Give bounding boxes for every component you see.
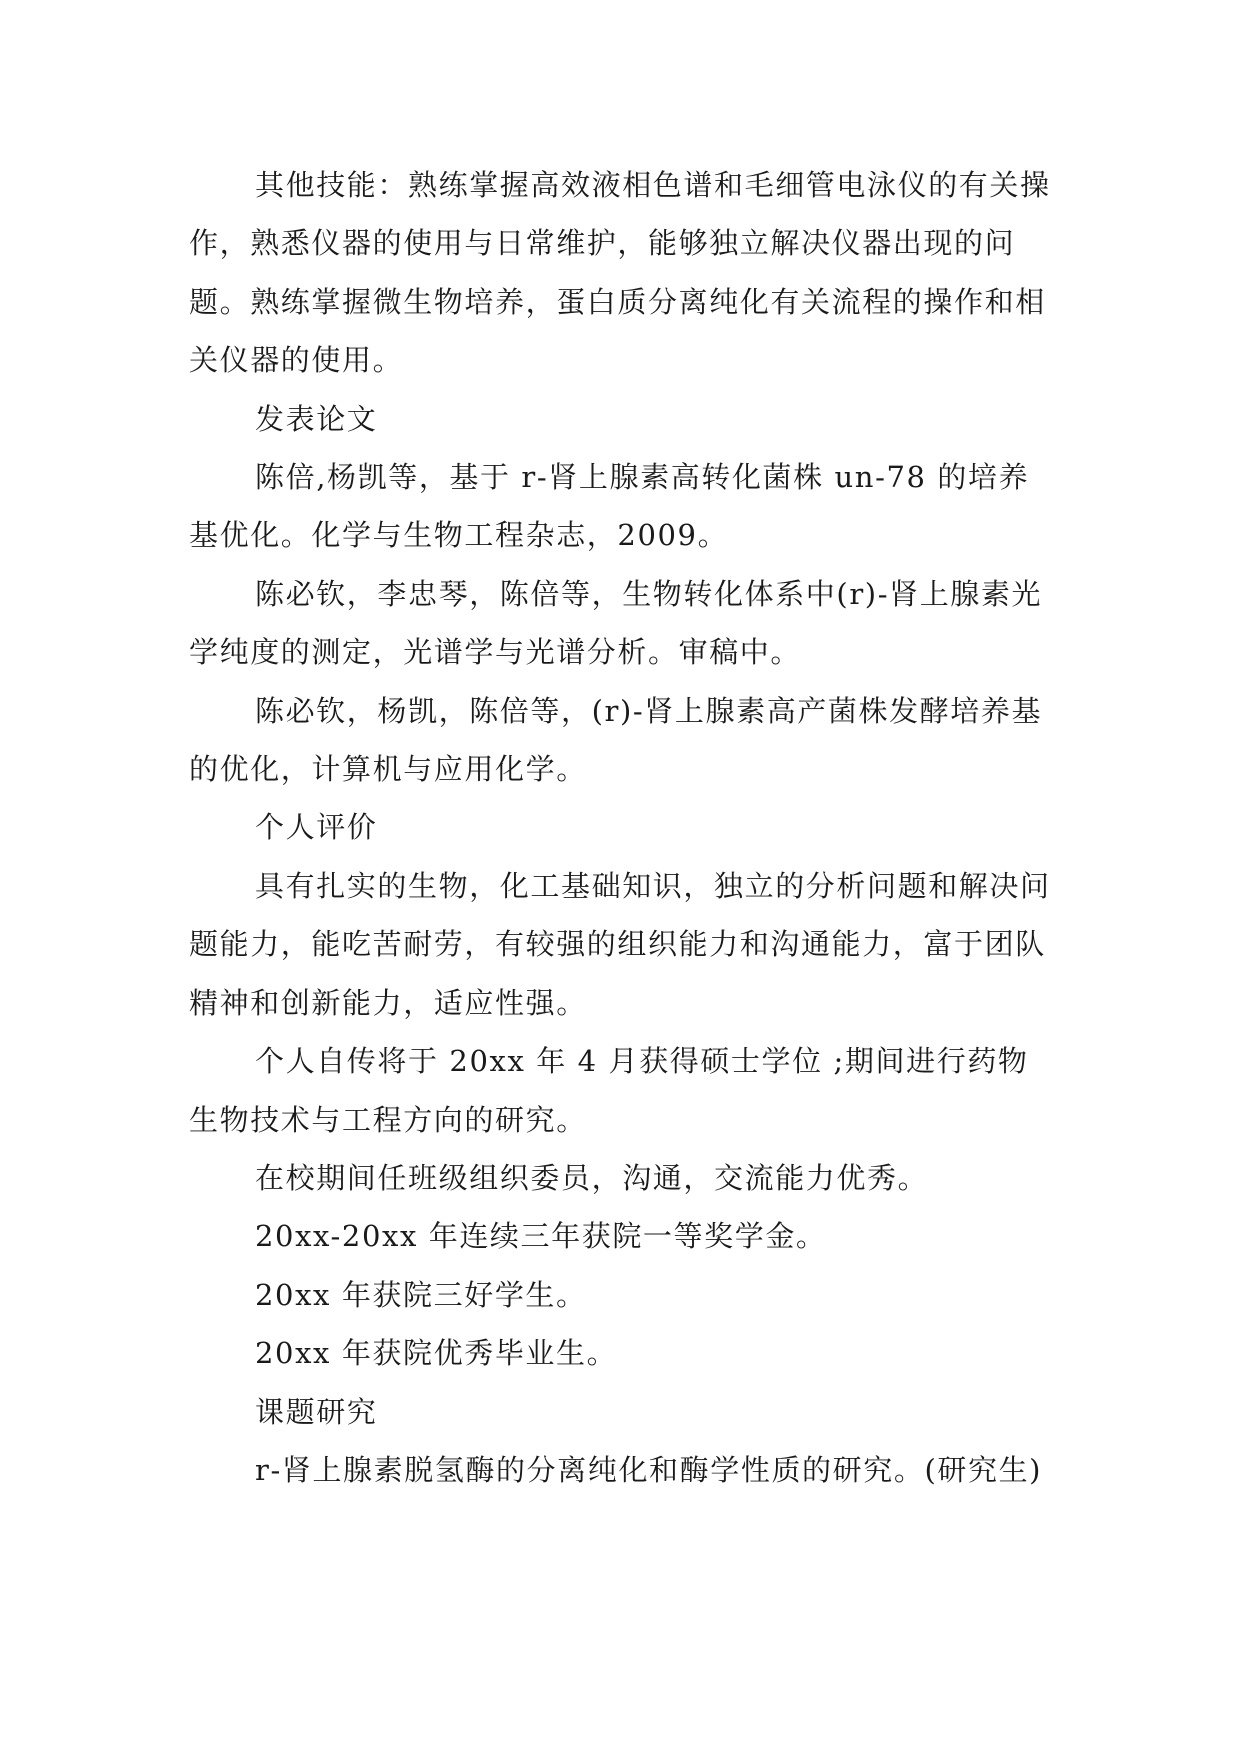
publication-item: 陈必钦，李忠琴，陈倍等，生物转化体系中(r)-肾上腺素光学纯度的测定，光谱学与光谱分析。审稿中。 [189,576,1043,670]
document-body [189,156,1057,1499]
section-heading-self-evaluation: 个人评价 [255,810,378,845]
campus-role-line: 在校期间任班级组织委员，沟通，交流能力优秀。 [255,1160,929,1195]
publication-item: 陈必钦，杨凯，陈倍等，(r)-肾上腺素高产菌株发酵培养基的优化，计算机与应用化学。 [189,693,1043,787]
section-heading-research: 课题研究 [255,1394,378,1429]
publication-item: 陈倍,杨凯等，基于 r-肾上腺素高转化菌株 un-78 的培养基优化。化学与生物工程杂志，2009。 [189,460,1030,553]
award-line: 20xx-20xx 年连续三年获院一等奖学金。 [255,1219,827,1254]
award-line: 20xx 年获院优秀毕业生。 [255,1336,618,1371]
skills-paragraph: 其他技能：熟练掌握高效液相色谱和毛细管电泳仪的有关操作，熟悉仪器的使用与日常维护，能够独立解决仪器出现的问题。熟练掌握微生物培养，蛋白质分离纯化有关流程的操作和相关仪器的使用。 [189,168,1051,378]
section-heading-publications: 发表论文 [255,401,378,436]
autobiography-paragraph: 个人自传将于 20xx 年 4 月获得硕士学位 ;期间进行药物生物技术与工程方向的研究。 [189,1044,1029,1137]
award-line: 20xx 年获院三好学生。 [255,1277,587,1312]
self-evaluation-paragraph: 具有扎实的生物，化工基础知识，独立的分析问题和解决问题能力，能吃苦耐劳，有较强的组织能力和沟通能力，富于团队精神和创新能力，适应性强。 [189,868,1051,1020]
research-topic-paragraph: r-肾上腺素脱氢酶的分离纯化和酶学性质的研究。(研究生) [255,1452,1043,1487]
